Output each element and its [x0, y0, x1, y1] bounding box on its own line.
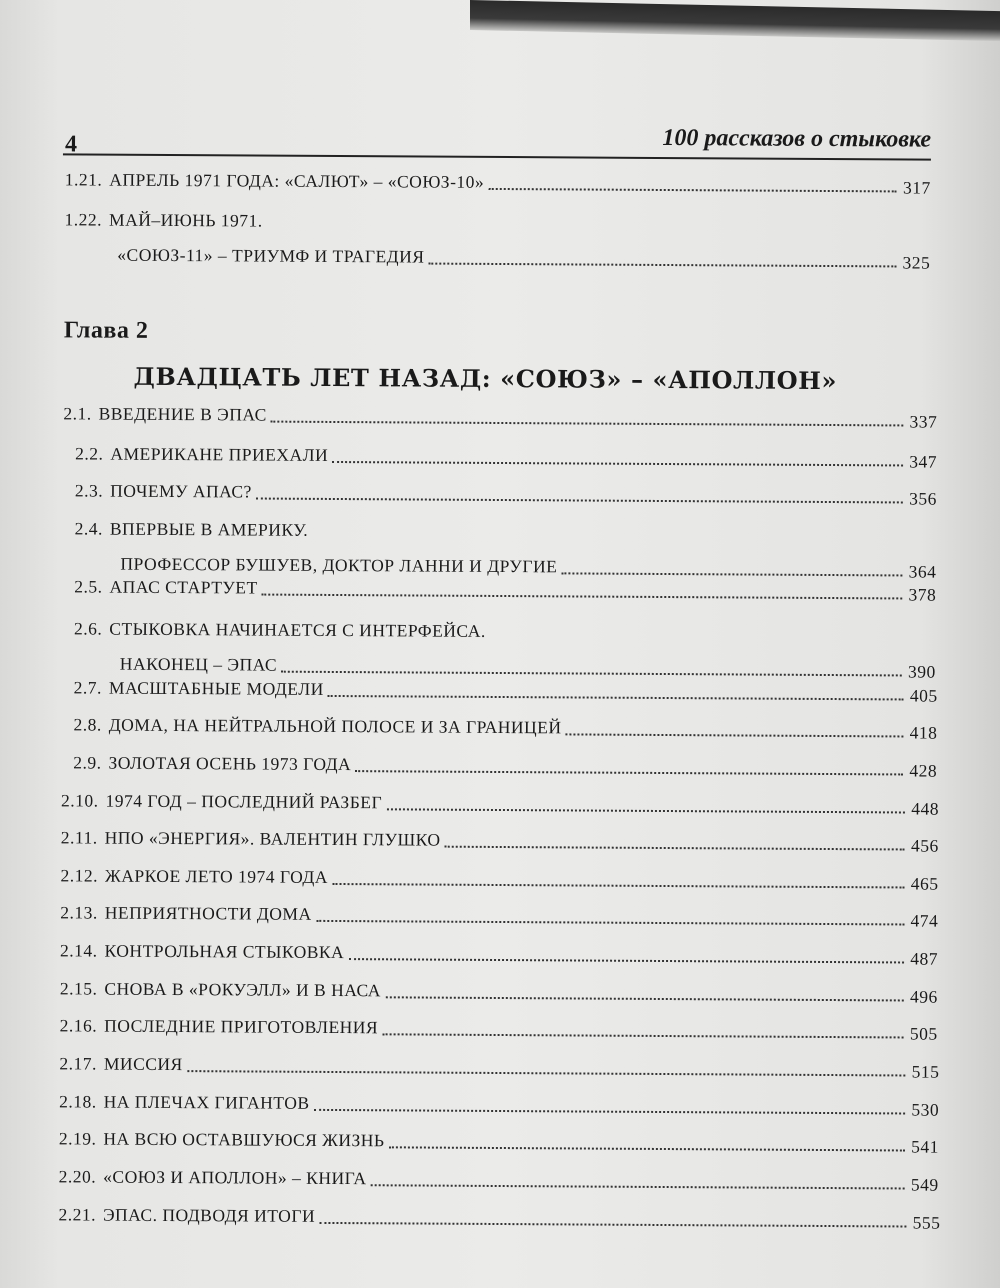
toc-entry-title: ЭПАС. ПОДВОДЯ ИТОГИ	[102, 1204, 316, 1226]
toc-entry-title: КОНТРОЛЬНАЯ СТЫКОВКА	[104, 940, 345, 963]
toc-entry	[60, 865, 938, 894]
toc-page-number: 390	[908, 661, 936, 682]
toc-entry	[74, 618, 936, 682]
toc-entry-line	[64, 209, 930, 238]
running-header	[63, 119, 931, 160]
toc-page-number: 555	[912, 1212, 941, 1233]
page-number: 4	[64, 131, 78, 158]
toc-entry-number: 2.15.	[59, 978, 98, 999]
toc-entry-line	[75, 518, 937, 547]
toc-entry-title: ПОСЛЕДНИЕ ПРИГОТОВЛЕНИЯ	[104, 1015, 379, 1038]
toc-leader-dots	[489, 188, 897, 192]
toc-leader-dots	[316, 920, 904, 926]
toc-leader-dots	[383, 1033, 904, 1038]
toc-entry	[60, 1015, 938, 1044]
toc-entry	[59, 1128, 939, 1157]
toc-page-number: 474	[910, 910, 939, 931]
toc-entry-number: 2.19.	[58, 1128, 97, 1149]
toc-entry	[60, 902, 938, 931]
toc-entry-number: 2.7.	[73, 677, 103, 698]
toc-leader-dots	[281, 671, 902, 677]
toc-entry-title: ЖАРКОЕ ЛЕТО 1974 ГОДА	[104, 865, 329, 887]
toc-leader-dots	[371, 1184, 905, 1189]
toc-entry-number: 2.2.	[75, 443, 104, 464]
toc-entry-line	[59, 1128, 939, 1157]
toc-entry-number: 1.21.	[64, 169, 103, 190]
toc-leader-dots	[445, 846, 905, 851]
toc-page-number: 515	[911, 1061, 940, 1082]
toc-entry-title: 1974 ГОД – ПОСЛЕДНИЙ РАЗБЕГ	[105, 790, 383, 813]
toc-page-number: 428	[909, 760, 938, 781]
toc-entry-title: МАСШТАБНЫЕ МОДЕЛИ	[108, 677, 324, 699]
toc-leader-dots	[261, 594, 902, 600]
toc-entry-number: 2.1.	[63, 403, 92, 424]
toc-entry-line	[59, 1053, 939, 1082]
toc-entry	[74, 576, 936, 605]
toc-page-number: 337	[909, 411, 938, 432]
toc-leader-dots	[187, 1070, 905, 1076]
toc-entry	[59, 1053, 939, 1082]
toc-entry-line	[60, 865, 938, 894]
toc-entry	[61, 827, 939, 856]
toc-entry-number: 2.3.	[74, 480, 104, 501]
toc-entry-line	[63, 403, 937, 432]
toc-entry-line	[60, 978, 938, 1007]
toc-page-number: 541	[911, 1136, 939, 1157]
toc-entry-title: МАЙ–ИЮНЬ 1971.	[108, 209, 263, 231]
toc-entry-title: НЕПРИЯТНОСТИ ДОМА	[104, 902, 312, 924]
toc-leader-dots	[565, 733, 903, 737]
toc-entry-line	[74, 618, 936, 647]
toc-leader-dots	[428, 263, 896, 268]
toc-entry-title-continued: ПРОФЕССОР БУШУЕВ, ДОКТОР ЛАННИ И ДРУГИЕ	[120, 553, 558, 577]
toc-entry-number: 2.18.	[59, 1091, 97, 1112]
toc-entry	[75, 480, 937, 509]
toc-entry	[60, 978, 938, 1007]
toc-entry-line	[73, 752, 937, 781]
toc-entry-line	[59, 1091, 939, 1120]
toc-entry-line	[58, 1204, 940, 1233]
toc-entry-title: НА ПЛЕЧАХ ГИГАНТОВ	[103, 1091, 310, 1113]
toc-entry-number: 2.5.	[74, 576, 103, 597]
toc-entry-line	[60, 940, 938, 969]
toc-leader-dots	[333, 883, 905, 888]
toc-entry-title: ДОМА, НА НЕЙТРАЛЬНОЙ ПОЛОСЕ И ЗА ГРАНИЦЕЙ	[108, 714, 562, 738]
toc-entry-line	[73, 714, 937, 743]
toc-entry-title: СНОВА В «РОКУЭЛЛ» И В НАСА	[104, 978, 382, 1001]
toc-entry-title: ЗОЛОТАЯ ОСЕНЬ 1973 ГОДА	[108, 752, 352, 775]
toc-entry-title: ВПЕРВЫЕ В АМЕРИКУ.	[109, 518, 309, 540]
toc-entry	[60, 940, 938, 969]
toc-entry-title: МИССИЯ	[103, 1053, 183, 1075]
toc-entry	[65, 169, 931, 198]
chapter-title: ДВАДЦАТЬ ЛЕТ НАЗАД: «СОЮЗ» – «АПОЛЛОН»	[133, 361, 838, 396]
toc-page-number: 505	[909, 1023, 938, 1044]
toc-entry-number: 2.21.	[58, 1204, 97, 1225]
toc-entry-title: ВВЕДЕНИЕ В ЭПАС	[98, 403, 267, 425]
toc-leader-dots	[561, 572, 902, 576]
toc-entry-line	[61, 827, 939, 856]
toc-entry-number: 2.6.	[74, 618, 103, 639]
toc-entry-line	[64, 244, 930, 273]
toc-leader-dots	[387, 808, 905, 813]
toc-leader-dots	[386, 996, 904, 1001]
toc-entry-title: «СОЮЗ И АПОЛЛОН» – КНИГА	[103, 1166, 367, 1189]
toc-entry-line	[61, 790, 939, 819]
toc-leader-dots	[328, 695, 904, 701]
toc-entry-number: 2.20.	[58, 1166, 97, 1187]
toc-leader-dots	[389, 1146, 905, 1151]
toc-entry	[63, 403, 937, 432]
toc-page-number: 456	[910, 835, 939, 856]
toc-entry-line	[75, 443, 937, 472]
toc-leader-dots	[332, 461, 903, 466]
toc-page-number: 405	[909, 685, 938, 706]
toc-entry-line	[59, 1166, 939, 1195]
toc-entry-line	[75, 480, 937, 509]
toc-page-number: 347	[909, 451, 938, 472]
toc-entry-number: 2.11.	[60, 827, 98, 848]
toc-page-number: 418	[909, 722, 938, 743]
toc-entry-title-continued: «СОЮЗ-11» – ТРИУМФ И ТРАГЕДИЯ	[117, 244, 425, 267]
toc-entry-title: СТЫКОВКА НАЧИНАЕТСЯ С ИНТЕРФЕЙСА.	[109, 618, 486, 641]
toc-entry-title: ПОЧЕМУ АПАС?	[110, 480, 252, 502]
toc-entry	[59, 1166, 939, 1195]
toc-entry-title: НА ВСЮ ОСТАВШУЮСЯ ЖИЗНЬ	[103, 1128, 385, 1151]
toc-leader-dots	[314, 1109, 905, 1115]
running-book-title: 100 рассказов о стыковке	[662, 124, 932, 153]
toc-entry-title: АПРЕЛЬ 1971 ГОДА: «САЛЮТ» – «СОЮЗ-10»	[109, 169, 485, 192]
toc-entry-number: 2.8.	[73, 714, 102, 735]
toc-entry-number: 2.12.	[60, 865, 99, 886]
toc-entry-line	[65, 169, 931, 198]
toc-entry-number: 2.10.	[60, 790, 99, 811]
toc-entry	[74, 677, 938, 706]
toc-entry-line	[60, 1015, 938, 1044]
toc-entry-number: 2.9.	[73, 752, 102, 773]
toc-entry	[74, 518, 936, 582]
toc-entry	[73, 752, 937, 781]
toc-entry-line	[74, 576, 936, 605]
toc-entry-number: 2.13.	[60, 902, 98, 923]
toc-page-number: 465	[910, 873, 939, 894]
toc-entry-line	[74, 677, 938, 706]
toc-page-number: 325	[902, 252, 931, 273]
toc-entry	[58, 1204, 940, 1233]
toc-page-number: 356	[909, 488, 937, 509]
toc-entry-title: АМЕРИКАНЕ ПРИЕХАЛИ	[110, 443, 329, 465]
toc-page-number: 487	[910, 948, 939, 969]
toc-entry-number: 2.17.	[59, 1053, 97, 1074]
toc-entry	[64, 209, 930, 273]
toc-page-number: 496	[910, 986, 938, 1007]
toc-entry	[59, 1091, 939, 1120]
toc-leader-dots	[319, 1222, 906, 1228]
toc-entry-title-continued: НАКОНЕЦ – ЭПАС	[119, 653, 278, 675]
toc-leader-dots	[256, 498, 903, 504]
toc-page-number: 448	[911, 798, 940, 819]
chapter-label: Глава 2	[63, 317, 149, 344]
toc-page-number: 317	[902, 177, 931, 198]
toc-page-number: 378	[908, 584, 937, 605]
toc-entry-number: 2.14.	[60, 940, 98, 961]
toc-entry	[61, 790, 939, 819]
toc-leader-dots	[349, 958, 904, 963]
toc-page-number: 530	[911, 1099, 940, 1120]
toc-entry	[75, 443, 937, 472]
toc-entry-line	[60, 902, 938, 931]
toc-entry	[73, 714, 937, 743]
toc-entry-number: 2.16.	[59, 1015, 98, 1036]
toc-entry-number: 1.22.	[64, 209, 103, 230]
toc-leader-dots	[355, 770, 903, 775]
toc-entry-title: АПАС СТАРТУЕТ	[109, 576, 258, 598]
toc-page-number: 364	[908, 561, 937, 582]
toc-entry-title: НПО «ЭНЕРГИЯ». ВАЛЕНТИН ГЛУШКО	[104, 827, 441, 850]
toc-leader-dots	[270, 421, 903, 427]
toc-page-number: 549	[910, 1174, 939, 1195]
toc-entry-number: 2.4.	[74, 518, 103, 539]
